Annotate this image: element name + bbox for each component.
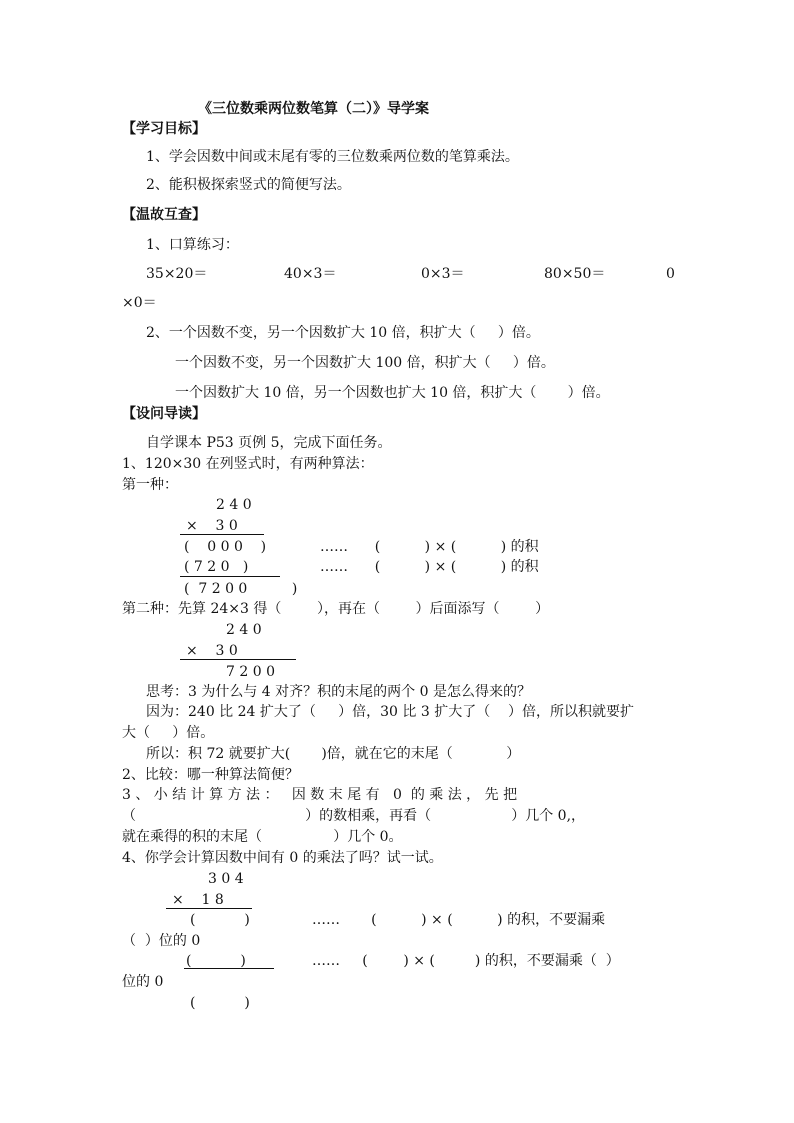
method-1-rule-1 — [180, 534, 264, 535]
method-2-multiplier: × 3 0 — [186, 643, 238, 659]
think-because-wrap: 大（ ）倍。 — [122, 725, 215, 741]
section-heading-review: 【温故互查】 — [122, 207, 206, 223]
method-1-multiplicand: 2 4 0 — [216, 497, 252, 513]
method-2-rule — [180, 659, 296, 660]
factor-question-3: 一个因数扩大 10 倍，另一个因数也扩大 10 倍，积扩大（ ）倍。 — [175, 385, 610, 401]
task-2: 2、比较：哪一种算法简便？ — [122, 767, 299, 783]
task-1: 1、120×30 在列竖式时，有两种算法： — [122, 456, 374, 472]
method-3-rule-1 — [166, 908, 252, 909]
objective-2: 2、能积极探索竖式的简便写法。 — [146, 177, 351, 193]
think-question: 思考：3 为什么与 4 对齐？积的末尾的两个 0 是怎么得来的？ — [146, 684, 531, 700]
method-3-partial-1-note: …… ( ) × ( ) 的积，不要漏乘 — [312, 912, 606, 928]
method-3-result: ( ) — [190, 995, 250, 1011]
task-3-line-2: （ ）的数相乘，再看（ ）几个 0,， — [122, 808, 586, 824]
think-therefore: 所以：积 72 就要扩大( )倍，就在它的末尾（ ） — [146, 746, 521, 762]
method-1-label: 第一种： — [122, 477, 178, 493]
method-1-partial-1: ( 0 0 0 ) — [184, 539, 267, 555]
method-3-partial-2-note: …… ( ) × ( ) 的积，不要漏乘（ ） — [312, 953, 620, 969]
method-3-multiplier: × 1 8 — [172, 892, 224, 908]
method-3-partial-2-wrap: 位的 0 — [122, 974, 164, 990]
oral-expr-1: 35×20＝ — [146, 266, 208, 282]
factor-question-2: 一个因数不变，另一个因数扩大 100 倍，积扩大（ ）倍。 — [175, 355, 555, 371]
objective-1: 1、学会因数中间或末尾有零的三位数乘两位数的笔算乘法。 — [146, 149, 519, 165]
section-heading-objectives: 【学习目标】 — [122, 121, 206, 137]
method-3-multiplicand: 3 0 4 — [208, 871, 244, 887]
method-2-result: 7 2 0 0 — [226, 664, 275, 680]
method-1-partial-2: ( 7 2 0 ) — [184, 559, 249, 575]
method-1-partial-1-note: …… ( ) × ( ) 的积 — [320, 539, 539, 555]
oral-expr-5: 0 — [666, 266, 675, 282]
method-1-rule-2 — [180, 576, 280, 577]
oral-expr-5-wrap: ×0＝ — [122, 295, 157, 311]
oral-practice-label: 1、口算练习： — [146, 237, 239, 253]
method-2-line: 第二种：先算 24×3 得（ ），再在（ ）后面添写（ ） — [122, 601, 550, 617]
task-3-line-3: 就在乘得的积的末尾（ ）几个 0。 — [122, 829, 403, 845]
think-because: 因为：240 比 24 扩大了（ ）倍，30 比 3 扩大了（ ）倍，所以积就要扩 — [146, 704, 635, 720]
oral-expr-3: 0×3＝ — [421, 266, 465, 282]
task-3-line-1: 3 、 小 结 计 算 方 法 ： 因 数 末 尾 有 0 的 乘 法 ， 先 把 — [122, 787, 518, 803]
section-heading-guided: 【设问导读】 — [122, 406, 206, 422]
oral-expr-2: 40×3＝ — [284, 266, 337, 282]
method-1-multiplier: × 3 0 — [186, 518, 238, 534]
task-4: 4、你学会计算因数中间有 0 的乘法了吗？试一试。 — [122, 850, 443, 866]
method-2-multiplicand: 2 4 0 — [226, 622, 262, 638]
self-study-intro: 自学课本 P53 页例 5，完成下面任务。 — [146, 435, 392, 451]
method-1-result: ( 7 2 0 0 ) — [184, 581, 298, 597]
factor-question-1: 2、一个因数不变，另一个因数扩大 10 倍，积扩大（ ）倍。 — [146, 325, 540, 341]
method-3-partial-1: ( ) — [190, 912, 250, 928]
method-3-partial-2: ( ) — [186, 953, 246, 969]
page-title: 《三位数乘两位数笔算（二）》导学案 — [198, 101, 429, 117]
method-3-rule-2 — [184, 968, 274, 969]
method-1-partial-2-note: …… ( ) × ( ) 的积 — [320, 559, 539, 575]
oral-expr-4: 80×50＝ — [544, 266, 606, 282]
method-3-partial-1-wrap: （ ）位的 0 — [122, 933, 201, 949]
